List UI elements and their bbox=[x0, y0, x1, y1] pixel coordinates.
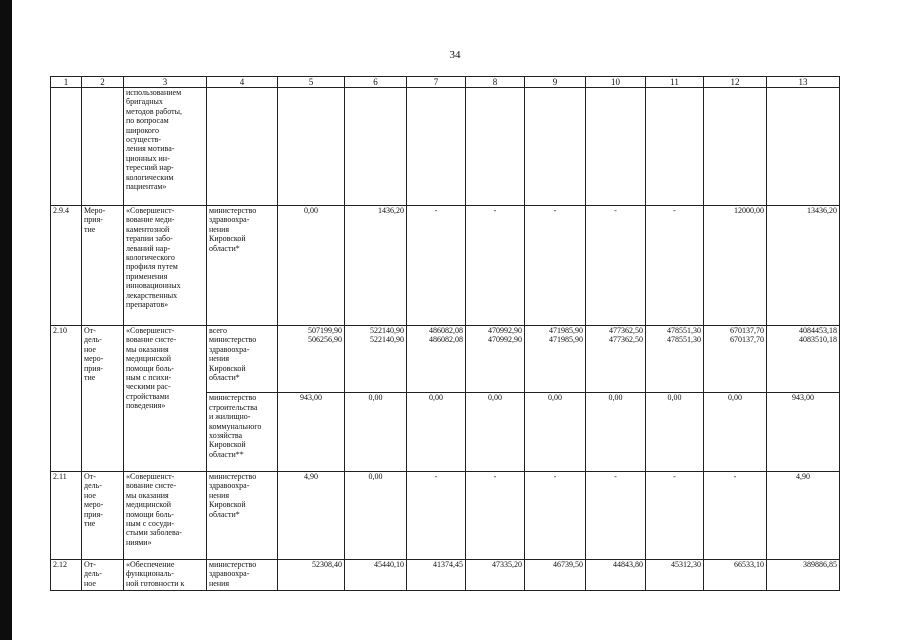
value-health: 478551,30 bbox=[667, 335, 701, 345]
header-cell: 13 bbox=[767, 77, 840, 88]
value-cell-group bbox=[407, 326, 466, 472]
value-cell: 41374,45 bbox=[407, 560, 466, 591]
value-cell: - bbox=[586, 472, 646, 560]
value-cell: - bbox=[704, 472, 767, 560]
value-health: 522140,90 bbox=[370, 335, 404, 345]
value-cell: 13436,20 bbox=[767, 206, 840, 326]
value-cell: 66533,10 bbox=[704, 560, 767, 591]
row-number-cell: 2.9.4 bbox=[51, 206, 82, 326]
measure-name-cell: «Совершенст- вование систе- мы оказания медицинской помощи боль- ным с психи- ческими рас- стройствами поведения» bbox=[124, 326, 207, 472]
value-health: 471985,90 bbox=[549, 335, 583, 345]
row-number-cell: 2.11 bbox=[51, 472, 82, 560]
executor-ministry-health: министерство здравоохра- нения Кировской области* bbox=[209, 335, 257, 383]
value-construction: 0,00 bbox=[646, 392, 703, 402]
value-cell: 44843,80 bbox=[586, 560, 646, 591]
table-row bbox=[51, 560, 840, 591]
value-cell-group bbox=[345, 326, 407, 472]
value-cell: 45312,30 bbox=[646, 560, 704, 591]
value-cell: 4,90 bbox=[278, 472, 345, 560]
value-cell: 47335,20 bbox=[466, 560, 525, 591]
value-construction: 0,00 bbox=[345, 392, 406, 402]
value-cell-group bbox=[586, 326, 646, 472]
value-cell: 45440,10 bbox=[345, 560, 407, 591]
value-cell: 1436,20 bbox=[345, 206, 407, 326]
value-cell: 0,00 bbox=[345, 472, 407, 560]
measure-type-cell: От- дель- ное меро- прия- тие bbox=[82, 472, 124, 560]
value-cell: 0,00 bbox=[278, 206, 345, 326]
executor-cell: министерство здравоохра- нения Кировской области* bbox=[207, 206, 278, 326]
value-construction: 0,00 bbox=[466, 392, 524, 402]
value-health: 4083510,18 bbox=[799, 335, 837, 345]
value-total: 4084453,18 bbox=[799, 326, 837, 335]
header-cell: 8 bbox=[466, 77, 525, 88]
value-cell: - bbox=[407, 472, 466, 560]
row-number-cell: 2.10 bbox=[51, 326, 82, 472]
value-cell-group bbox=[767, 326, 840, 472]
value-construction: 0,00 bbox=[525, 392, 585, 402]
table-row bbox=[51, 472, 840, 560]
value-cell: - bbox=[525, 472, 586, 560]
header-cell: 6 bbox=[345, 77, 407, 88]
measure-type-cell: Меро- прия- тие bbox=[82, 206, 124, 326]
header-cell: 9 bbox=[525, 77, 586, 88]
value-cell: 4,90 bbox=[767, 472, 840, 560]
value-health: 670137,70 bbox=[730, 335, 764, 345]
value-total: 477362,50 bbox=[609, 326, 643, 335]
header-cell: 12 bbox=[704, 77, 767, 88]
header-cell: 10 bbox=[586, 77, 646, 88]
value-cell: - bbox=[646, 472, 704, 560]
header-cell: 2 bbox=[82, 77, 124, 88]
executor-cell: министерство здравоохра- нения Кировской области* bbox=[207, 472, 278, 560]
value-cell: - bbox=[466, 206, 525, 326]
value-cell: 12000,00 bbox=[704, 206, 767, 326]
value-health: 477362,50 bbox=[609, 335, 643, 345]
value-cell: - bbox=[466, 472, 525, 560]
header-cell: 7 bbox=[407, 77, 466, 88]
value-total: 471985,90 bbox=[549, 326, 583, 335]
value-health: 470992,90 bbox=[488, 335, 522, 345]
value-total: 522140,90 bbox=[370, 326, 404, 335]
value-cell: - bbox=[525, 206, 586, 326]
measure-name-cell: «Совершенст- вование меди- каментозной терапии забо- леваний нар- кологического профиля путем применения инновационных лекарственных препаратов» bbox=[124, 206, 207, 326]
executor-ministry-construction: министерство строительства и жилищно- коммунального хозяйства Кировской области** bbox=[207, 392, 277, 459]
value-construction: 943,00 bbox=[767, 392, 839, 402]
executor-total: всего bbox=[209, 326, 228, 335]
value-cell: - bbox=[586, 206, 646, 326]
measure-type-cell: От- дель- ное bbox=[82, 560, 124, 591]
table-row-continued bbox=[51, 88, 840, 206]
header-cell: 5 bbox=[278, 77, 345, 88]
header-cell: 11 bbox=[646, 77, 704, 88]
row-number-cell: 2.12 bbox=[51, 560, 82, 591]
value-total: 507199,90 bbox=[308, 326, 342, 335]
value-cell-group bbox=[466, 326, 525, 472]
value-cell-group bbox=[646, 326, 704, 472]
value-construction: 0,00 bbox=[586, 392, 645, 402]
scan-edge-bar bbox=[0, 0, 12, 640]
budget-table bbox=[50, 76, 840, 591]
value-cell: 46739,50 bbox=[525, 560, 586, 591]
value-health: 506256,90 bbox=[308, 335, 342, 345]
value-cell-group bbox=[525, 326, 586, 472]
table-row bbox=[51, 206, 840, 326]
measure-name-cell: «Обеспечение функциональ- ной готовности к bbox=[124, 560, 207, 591]
value-health: 486082,08 bbox=[429, 335, 463, 345]
value-construction: 0,00 bbox=[407, 392, 465, 402]
value-construction: 0,00 bbox=[704, 392, 766, 402]
value-cell: 52308,40 bbox=[278, 560, 345, 591]
value-construction: 943,00 bbox=[278, 392, 344, 402]
measure-name-cell: использованием бригадных методов работы, по вопросам широкого осуществ- ления мотива- ционных ин- тересний нар- кологическим пациентам» bbox=[124, 88, 207, 206]
value-total: 470992,90 bbox=[488, 326, 522, 335]
value-total: 670137,70 bbox=[730, 326, 764, 335]
value-cell-group bbox=[278, 326, 345, 472]
header-cell: 1 bbox=[51, 77, 82, 88]
header-cell: 4 bbox=[207, 77, 278, 88]
value-total: 486082,08 bbox=[429, 326, 463, 335]
table-row bbox=[51, 326, 840, 472]
header-cell: 3 bbox=[124, 77, 207, 88]
executor-cell bbox=[207, 326, 278, 472]
header-row bbox=[51, 77, 840, 88]
page-number: 34 bbox=[449, 49, 461, 61]
value-total: 478551,30 bbox=[667, 326, 701, 335]
value-cell: - bbox=[407, 206, 466, 326]
value-cell-group bbox=[704, 326, 767, 472]
executor-cell: министерство здравоохра- нения bbox=[207, 560, 278, 591]
value-cell: - bbox=[646, 206, 704, 326]
value-cell: 389886,85 bbox=[767, 560, 840, 591]
measure-type-cell: От- дель- ное меро- прия- тие bbox=[82, 326, 124, 472]
measure-name-cell: «Совершенст- вование систе- мы оказания медицинской помощи боль- ным с сосуди- стыми заболева- ниями» bbox=[124, 472, 207, 560]
